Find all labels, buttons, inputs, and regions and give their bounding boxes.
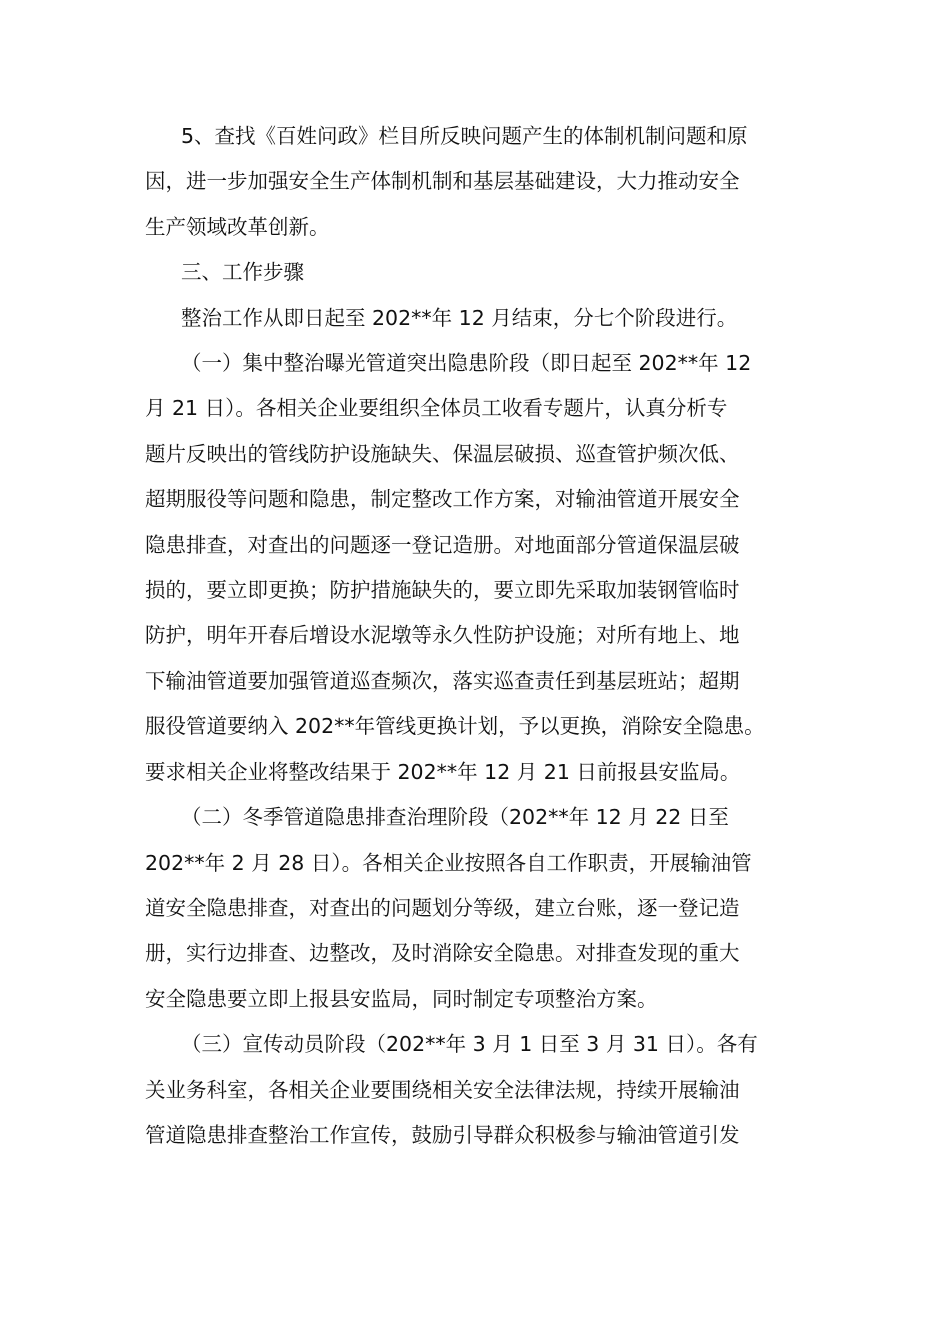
paragraph-stage-2: （二）冬季管道隐患排查治理阶段（202**年 12 月 22 日至 202**年 2 月 28 日）。各相关企业按照各自工作职责，开展输油管 道安全隐患排查，对查出的问题划分等级，建立台账，逐一登记造 册，实行边排查、边整改，及时消除安全隐患。对排查发现的重大 安全隐患要立即上报县安监局，同时制定专项整治方案。 <box>145 805 752 1011</box>
paragraph-overview: 整治工作从即日起至 202**年 12 月结束，分七个阶段进行。 <box>181 305 738 330</box>
paragraph-item-5: 5、查找《百姓问政》栏目所反映问题产生的体制机制问题和原 因，进一步加强安全生产体制机制和基层基础建设，大力推动安全 生产领域改革创新。 <box>145 124 748 239</box>
section-heading-work-steps: 三、工作步骤 <box>181 260 304 285</box>
paragraph-stage-3: （三）宣传动员阶段（202**年 3 月 1 日至 3 月 31 日）。各有 关业务科室，各相关企业要围绕相关安全法律法规，持续开展输油 管道隐患排查整治工作宣传，鼓励引导群众积极参与输油管道引发 <box>145 1032 758 1147</box>
paragraph-stage-1: （一）集中整治曝光管道突出隐患阶段（即日起至 202**年 12 月 21 日）。各相关企业要组织全体员工收看专题片，认真分析专 题片反映出的管线防护设施缺失、保温层破损、巡查管护频次低、 超期服役等问题和隐患，制定整改工作方案，对输油管道开展安全 隐患排查，对查出的问题逐一登记造册。对地面部分管道保温层破 损的，要立即更换；防护措施缺失的，要立即先采取加装钢管临时 防护，明年开春后增设水泥墩等永久性防护设施；对所有地上、地 下输油管道要加强管道巡查频次，落实巡查责任到基层班站；超期 服役管道要纳入 202**年管线更换计划，予以更换，消除安全隐患。 要求相关企业将整改结果于 202**年 12 月 21 日前报县安监局。 <box>145 351 765 784</box>
document-body <box>145 114 807 1158</box>
